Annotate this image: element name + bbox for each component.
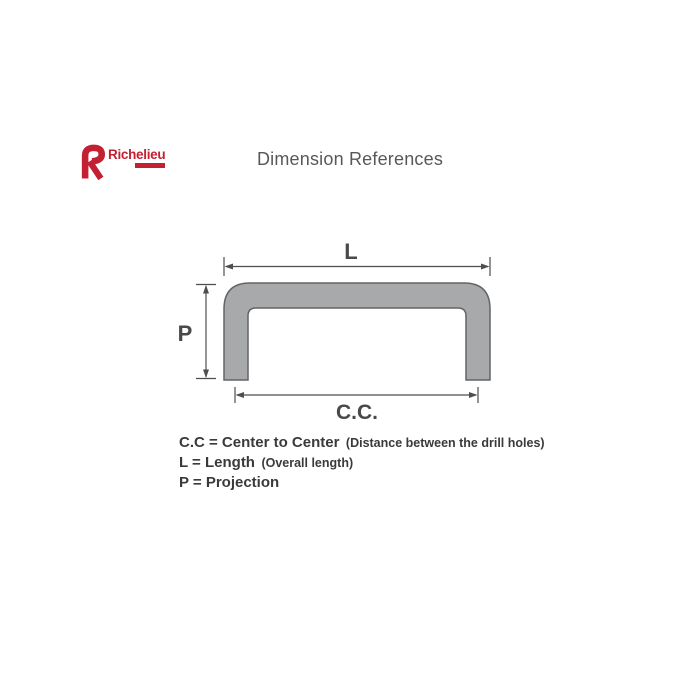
length-label: L: [344, 239, 358, 264]
legend-length-definition: L = Length: [179, 454, 255, 471]
legend-length-note: (Overall length): [261, 456, 354, 470]
handle-shape: [224, 283, 490, 380]
handle-dimension-diagram: [170, 230, 510, 430]
legend-item-length: [179, 453, 545, 473]
logo-tagline-bar: [135, 163, 165, 168]
length-dimension: [224, 239, 490, 276]
projection-label: P: [177, 321, 193, 346]
page-title: Dimension References: [256, 149, 444, 169]
logo-brand-text: Richelieu: [108, 147, 166, 162]
legend-cc-note: (Distance between the drill holes): [345, 436, 545, 450]
logo-text-block: [108, 148, 165, 168]
dimension-legend: [179, 433, 545, 493]
richelieu-logo: [79, 142, 165, 180]
center-to-center-dimension: [235, 387, 478, 424]
legend-cc-definition: C.C = Center to Center: [179, 434, 340, 451]
legend-item-cc: [179, 433, 545, 453]
projection-dimension: [178, 285, 216, 379]
legend-item-projection: [179, 473, 545, 493]
legend-projection-definition: P = Projection: [179, 474, 280, 491]
center-to-center-label: C.C.: [336, 401, 378, 424]
richelieu-r-icon: [79, 142, 107, 180]
